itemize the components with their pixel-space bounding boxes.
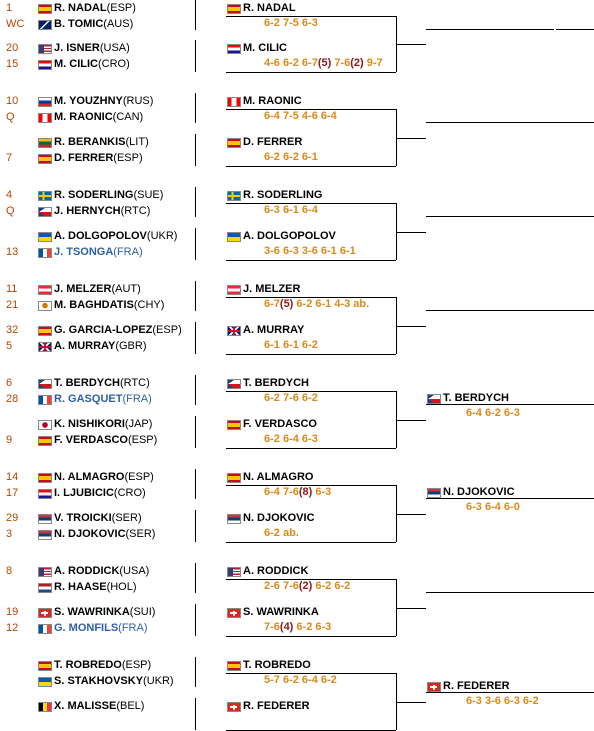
winner-name[interactable]: N. DJOKOVIC [243, 512, 315, 524]
player-name-text: J. HERNYCH [54, 205, 121, 217]
player-name[interactable] [54, 622, 148, 635]
bracket-line [396, 326, 426, 327]
player-seed: 15 [6, 58, 19, 70]
player-name[interactable] [54, 418, 152, 431]
bracket-line [195, 93, 196, 123]
player-name[interactable] [54, 18, 133, 31]
can-flag-icon [38, 113, 52, 123]
winner-name[interactable]: T. BERDYCH [243, 377, 310, 389]
player-name[interactable] [54, 136, 149, 149]
bracket-line [396, 138, 426, 139]
tiebreak-score: (2) [298, 580, 313, 592]
srb-flag-icon [38, 514, 52, 524]
swe-flag-icon [38, 191, 52, 201]
bracket-line [396, 702, 426, 703]
winner-name[interactable]: D. FERRER [243, 136, 303, 148]
player-seed: 32 [6, 324, 19, 336]
round2-winner-name[interactable]: R. FEDERER [443, 680, 510, 692]
player-name[interactable] [54, 230, 177, 243]
winner-name[interactable]: A. RODDICK [243, 565, 309, 577]
bracket-line [195, 416, 196, 448]
bracket-line [426, 29, 554, 30]
player-country: (UKR) [143, 675, 174, 687]
player-seed: 1 [6, 2, 13, 14]
match-score: 6-2 6-2 6-1 [264, 151, 318, 163]
player-country: (CRO) [98, 58, 130, 70]
player-name[interactable] [54, 377, 150, 390]
winner-name[interactable]: R. SODERLING [243, 189, 323, 201]
player-country: (USA) [119, 565, 150, 577]
player-name[interactable] [54, 2, 136, 15]
player-country: (USA) [99, 42, 130, 54]
player-name[interactable] [54, 283, 141, 296]
player-name-text: A. DOLGOPOLOV [54, 230, 147, 242]
bracket-line [195, 510, 196, 542]
match-score: 6-3 3-6 6-3 6-2 [466, 695, 539, 707]
player-name-text: J. MELZER [54, 283, 112, 295]
tiebreak-score: (2) [350, 57, 364, 69]
ukr-flag-icon [38, 232, 52, 242]
player-country: (FRA) [118, 622, 148, 634]
player-country: (LIT) [125, 136, 149, 148]
player-seed: 4 [6, 189, 13, 201]
player-name[interactable] [54, 393, 152, 406]
bracket-line [426, 404, 594, 405]
lit-flag-icon [38, 138, 52, 148]
player-seed: 28 [6, 393, 19, 405]
cro-flag-icon [38, 60, 52, 70]
tiebreak-score: (4) [279, 621, 294, 633]
player-country: (RUS) [122, 95, 154, 107]
bracket-line [195, 469, 196, 499]
player-name-text: A. MURRAY [54, 340, 116, 352]
player-country: (AUT) [111, 283, 141, 295]
player-name-text: M. BAGHDATIS [54, 299, 134, 311]
bracket-line [226, 260, 396, 261]
player-name-text: D. FERRER [54, 152, 114, 164]
sui-flag-icon [427, 682, 441, 692]
player-name[interactable] [54, 659, 151, 672]
bracket-line [195, 375, 196, 405]
jpn-flag-icon [38, 420, 52, 430]
player-country: (RTC) [120, 377, 150, 389]
match-score: 6-3 6-1 6-4 [264, 204, 318, 216]
match-score: 6-4 7-5 4-6 6-4 [264, 110, 337, 122]
player-country: (SUE) [133, 189, 164, 201]
player-name-text: G. GARCIA-LOPEZ [54, 324, 153, 336]
player-name-text: G. MONFILS [54, 622, 119, 634]
match-score: 6-2 7-5 6-3 [264, 17, 318, 29]
player-seed: 6 [6, 377, 13, 389]
player-name[interactable] [54, 434, 157, 447]
tiebreak-score: (5) [279, 298, 294, 310]
player-name-text: R. GASQUET [54, 393, 123, 405]
player-seed: 14 [6, 471, 19, 483]
player-name-text: T. ROBREDO [54, 659, 122, 671]
player-name[interactable] [54, 205, 150, 218]
player-name-text: A. RODDICK [54, 565, 120, 577]
player-seed: 3 [6, 528, 13, 540]
sui-flag-icon [38, 608, 52, 618]
srb-flag-icon [38, 530, 52, 540]
player-name-text: J. TSONGA [54, 246, 114, 258]
player-name[interactable] [54, 299, 164, 312]
bracket-line [396, 420, 426, 421]
player-name[interactable] [54, 42, 130, 55]
player-seed: 17 [6, 487, 19, 499]
ukr-flag-icon [227, 232, 241, 242]
bracket-line [226, 448, 396, 449]
player-country: (HOL) [106, 581, 137, 593]
player-name[interactable] [54, 700, 144, 713]
swe-flag-icon [227, 191, 241, 201]
player-seed: 21 [6, 299, 19, 311]
player-seed: 19 [6, 606, 19, 618]
esp-flag-icon [38, 661, 52, 671]
player-seed: 8 [6, 565, 13, 577]
gbr-flag-icon [38, 342, 52, 352]
player-country: (JAP) [124, 418, 153, 430]
player-country: (ESP) [152, 324, 182, 336]
player-name[interactable] [54, 471, 154, 484]
player-country: (SER) [125, 528, 156, 540]
cze-flag-icon [427, 394, 441, 404]
player-seed: WC [6, 18, 25, 30]
player-name[interactable] [54, 487, 146, 500]
srb-flag-icon [427, 488, 441, 498]
player-name-text: B. TOMIC [54, 18, 104, 30]
player-country: (SUI) [129, 606, 156, 618]
esp-flag-icon [38, 326, 52, 336]
bracket-line [226, 636, 396, 637]
player-country: (CAN) [112, 111, 144, 123]
player-seed: 13 [6, 246, 19, 258]
player-name[interactable] [54, 606, 155, 619]
player-name[interactable] [54, 340, 147, 353]
aus-flag-icon [38, 20, 52, 30]
match-score: 6-4 6-2 6-3 [466, 407, 520, 419]
bracket-line [226, 16, 396, 17]
player-name[interactable] [54, 565, 149, 578]
bracket-line [226, 166, 396, 167]
esp-flag-icon [227, 138, 241, 148]
player-country: (FRA) [113, 246, 143, 258]
bracket-line [195, 0, 196, 30]
player-name[interactable] [54, 58, 130, 71]
player-name[interactable] [54, 246, 143, 259]
player-name-text: T. BERDYCH [54, 377, 121, 389]
player-seed: 20 [6, 42, 19, 54]
player-seed: 9 [6, 434, 13, 446]
match-score: 5-7 6-2 6-4 6-2 [264, 674, 337, 686]
winner-name[interactable]: F. VERDASCO [243, 418, 317, 430]
player-country: (ESP) [113, 152, 143, 164]
usa-flag-icon [38, 567, 52, 577]
player-name-text: V. TROICKI [54, 512, 112, 524]
player-name-text: R. BERANKIS [54, 136, 126, 148]
match-score: 6-2 ab. [264, 527, 299, 539]
player-name[interactable] [54, 111, 143, 124]
player-seed: Q [6, 111, 15, 123]
cro-flag-icon [227, 44, 241, 54]
tiebreak-score: (5) [317, 57, 332, 69]
match-score: 4-6 6-2 6-7(5) 7-6(2) 9-7 [264, 57, 383, 69]
cze-flag-icon [38, 207, 52, 217]
player-name[interactable] [54, 528, 155, 541]
bracket-line [195, 657, 196, 687]
player-name-text: I. LJUBICIC [54, 487, 114, 499]
bracket-line [426, 310, 594, 311]
player-country: (FRA) [122, 393, 152, 405]
player-country: (ESP) [121, 659, 152, 671]
bracket-line [195, 563, 196, 593]
bracket-line [195, 698, 196, 730]
srb-flag-icon [227, 514, 241, 524]
winner-name[interactable]: A. DOLGOPOLOV [243, 230, 336, 242]
cze-flag-icon [38, 379, 52, 389]
player-name-text: S. STAKHOVSKY [54, 675, 144, 687]
player-name-text: S. WAWRINKA [54, 606, 130, 618]
cze-flag-icon [227, 379, 241, 389]
cyp-flag-icon [38, 301, 52, 311]
aut-flag-icon [38, 285, 52, 295]
bracket-line [195, 134, 196, 166]
match-score: 2-6 7-6(2) 6-2 6-2 [264, 580, 351, 592]
winner-name[interactable]: R. NADAL [243, 2, 296, 14]
player-name[interactable] [54, 189, 163, 202]
player-country: (GBR) [115, 340, 147, 352]
player-seed: 12 [6, 622, 19, 634]
player-seed: Q [6, 205, 15, 217]
player-name-text: X. MALISSE [54, 700, 117, 712]
bracket-line [195, 322, 196, 354]
gbr-flag-icon [227, 326, 241, 336]
match-score: 3-6 6-3 3-6 6-1 6-1 [264, 245, 356, 257]
bracket-line [226, 109, 396, 110]
player-seed: 7 [6, 152, 13, 164]
bracket-line [556, 29, 594, 30]
player-seed: 11 [6, 283, 18, 295]
winner-name[interactable]: J. MELZER [243, 283, 301, 295]
match-score: 6-1 6-1 6-2 [264, 339, 318, 351]
player-name[interactable] [54, 95, 153, 108]
bracket-line [396, 608, 426, 609]
match-score: 6-3 6-4 6-0 [466, 501, 520, 513]
match-score: 6-7(5) 6-2 6-1 4-3 ab. [264, 298, 370, 310]
winner-name[interactable]: N. ALMAGRO [243, 471, 314, 483]
player-seed: 5 [6, 340, 13, 352]
bracket-line [226, 354, 396, 355]
bracket-line [226, 203, 396, 204]
ned-flag-icon [38, 583, 52, 593]
bracket-line [396, 514, 426, 515]
player-name-text: F. VERDASCO [54, 434, 128, 446]
player-country: (BEL) [116, 700, 145, 712]
player-seed: 10 [6, 95, 19, 107]
player-name[interactable] [54, 324, 182, 337]
bracket-line [226, 542, 396, 543]
player-country: (SER) [111, 512, 142, 524]
player-country: (CRO) [113, 487, 146, 499]
esp-flag-icon [227, 4, 241, 14]
winner-name[interactable]: M. CILIC [243, 42, 287, 54]
bracket-line [226, 579, 396, 580]
player-name-text: J. ISNER [54, 42, 100, 54]
bracket-line [426, 122, 594, 123]
player-name-text: N. ALMAGRO [54, 471, 125, 483]
cro-flag-icon [38, 489, 52, 499]
fra-flag-icon [38, 395, 52, 405]
tiebreak-score: (8) [298, 486, 313, 498]
fra-flag-icon [38, 624, 52, 634]
usa-flag-icon [38, 44, 52, 54]
can-flag-icon [227, 97, 241, 107]
bracket-line [195, 40, 196, 72]
winner-name[interactable]: R. FEDERER [243, 700, 310, 712]
bracket-line [396, 44, 426, 45]
player-country: (AUS) [103, 18, 134, 30]
winner-name[interactable]: M. RAONIC [243, 95, 302, 107]
player-name-text: M. RAONIC [54, 111, 113, 123]
fra-flag-icon [38, 248, 52, 258]
bracket-line [195, 228, 196, 260]
player-name-text: R. HAASE [54, 581, 107, 593]
player-country: (ESP) [124, 471, 154, 483]
bracket-line [426, 216, 594, 217]
player-name-text: M. YOUZHNY [54, 95, 123, 107]
player-name-text: R. NADAL [54, 2, 107, 14]
esp-flag-icon [227, 420, 241, 430]
esp-flag-icon [227, 473, 241, 483]
bracket-line [226, 485, 396, 486]
round2-winner-name[interactable]: N. DJOKOVIC [443, 486, 515, 498]
player-country: (UKR) [146, 230, 178, 242]
bracket-line [226, 72, 396, 73]
winner-name[interactable]: S. WAWRINKA [243, 606, 319, 618]
bracket-line [426, 498, 594, 499]
ukr-flag-icon [38, 677, 52, 687]
player-name-text: K. NISHIKORI [54, 418, 125, 430]
player-name-text: R. SODERLING [54, 189, 134, 201]
bracket-line [426, 692, 594, 693]
winner-name[interactable]: T. ROBREDO [243, 659, 311, 671]
bracket-line [195, 604, 196, 636]
sui-flag-icon [227, 608, 241, 618]
esp-flag-icon [38, 473, 52, 483]
match-score: 6-2 6-4 6-3 [264, 433, 318, 445]
player-name[interactable] [54, 581, 137, 594]
bracket-line [226, 297, 396, 298]
esp-flag-icon [227, 661, 241, 671]
player-country: (ESP) [106, 2, 136, 14]
usa-flag-icon [227, 567, 241, 577]
player-country: (RTC) [120, 205, 151, 217]
player-name-text: N. DJOKOVIC [54, 528, 126, 540]
player-seed: 29 [6, 512, 19, 524]
esp-flag-icon [38, 436, 52, 446]
match-score: 6-2 7-6 6-2 [264, 392, 318, 404]
bracket-line [396, 232, 426, 233]
player-country: (CHY) [133, 299, 165, 311]
esp-flag-icon [38, 154, 52, 164]
esp-flag-icon [38, 4, 52, 14]
bracket-line [195, 187, 196, 217]
bracket-line [226, 391, 396, 392]
aut-flag-icon [227, 285, 241, 295]
player-name[interactable] [54, 675, 174, 688]
bracket-line [426, 592, 594, 593]
match-score: 7-6(4) 6-2 6-3 [264, 621, 332, 633]
bracket-line [226, 673, 396, 674]
round2-winner-name[interactable]: T. BERDYCH [443, 392, 510, 404]
match-score: 6-4 7-6(8) 6-3 [264, 486, 332, 498]
winner-name[interactable]: A. MURRAY [243, 324, 305, 336]
player-country: (ESP) [127, 434, 158, 446]
player-name[interactable] [54, 512, 142, 525]
player-name-text: M. CILIC [54, 58, 98, 70]
player-name[interactable] [54, 152, 143, 165]
bracket-line [195, 281, 196, 311]
rus-flag-icon [38, 97, 52, 107]
